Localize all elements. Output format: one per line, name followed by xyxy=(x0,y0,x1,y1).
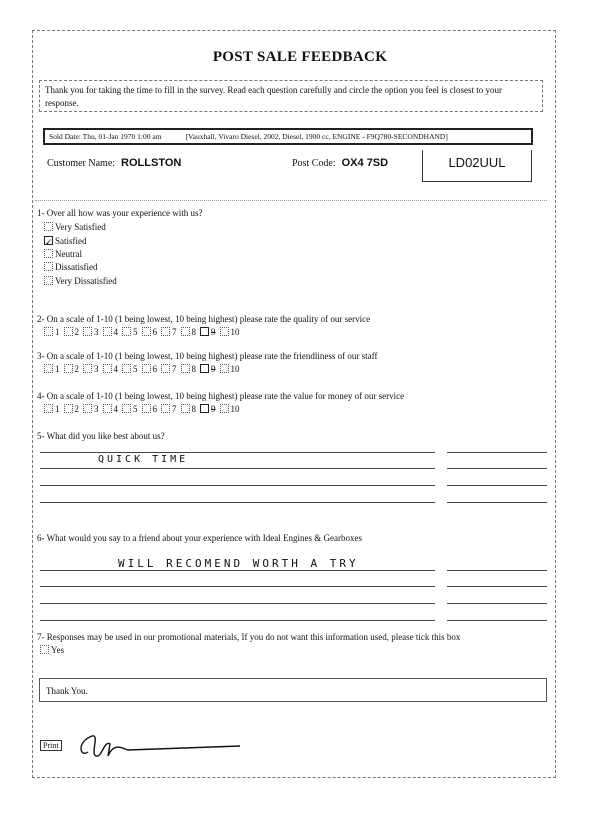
checkbox-icon[interactable] xyxy=(181,364,190,373)
postcode-value: OX4 7SD xyxy=(341,157,389,169)
vehicle-details: [Vauxhall, Vivaro Diesel, 2002, Diesel, 1900 cc, ENGINE - F9Q780-SECONDHAND] xyxy=(185,132,448,141)
answer-line xyxy=(447,452,547,453)
section-divider xyxy=(35,200,547,201)
checkbox-icon[interactable] xyxy=(200,327,209,336)
answer-line xyxy=(40,570,435,571)
answer-line xyxy=(447,603,547,604)
checkbox-icon[interactable] xyxy=(161,364,170,373)
checkbox-icon[interactable] xyxy=(142,404,151,413)
checkbox-icon[interactable] xyxy=(181,327,190,336)
checkbox-icon[interactable] xyxy=(220,327,229,336)
scale-option-1[interactable]: 1 xyxy=(44,404,60,414)
scale-option-2[interactable]: 2 xyxy=(64,404,80,414)
checkbox-icon[interactable] xyxy=(44,327,53,336)
checkbox-icon[interactable] xyxy=(44,262,53,271)
scale-option-5[interactable]: 5 xyxy=(122,327,138,337)
scale-option-10[interactable]: 10 xyxy=(220,327,240,337)
question-7: 7- Responses may be used in our promotional materials, If you do not want this information used, please tick this box xyxy=(37,632,461,642)
scale-option-5[interactable]: 5 xyxy=(122,364,138,374)
scale-option-6[interactable]: 6 xyxy=(142,364,158,374)
customer-name-row xyxy=(47,157,181,169)
sale-details-bar xyxy=(43,128,533,145)
answer-line xyxy=(447,468,547,469)
checkbox-icon[interactable] xyxy=(44,249,53,258)
checkbox-icon[interactable] xyxy=(103,364,112,373)
scale-option-3[interactable]: 3 xyxy=(83,404,99,414)
checkbox-icon[interactable] xyxy=(64,327,73,336)
answer-line xyxy=(40,603,435,604)
checkbox-icon[interactable] xyxy=(103,327,112,336)
checkbox-icon[interactable] xyxy=(122,327,131,336)
q1-option[interactable]: Neutral xyxy=(44,249,82,259)
checkbox-icon[interactable] xyxy=(40,645,49,654)
checkbox-icon[interactable] xyxy=(181,404,190,413)
customer-name-label: Customer Name: xyxy=(47,158,116,169)
thank-you-box: Thank You. xyxy=(39,678,547,702)
scale-option-9[interactable]: 9 xyxy=(200,327,216,337)
q7-tick-option[interactable]: Yes xyxy=(40,645,64,655)
checkbox-icon[interactable] xyxy=(83,404,92,413)
question-2: 2- On a scale of 1-10 (1 being lowest, 10 being highest) please rate the quality of our service xyxy=(37,314,371,324)
checkbox-icon[interactable] xyxy=(200,404,209,413)
answer-line xyxy=(40,485,435,486)
scale-option-4[interactable]: 4 xyxy=(103,364,119,374)
scale-option-7[interactable]: 7 xyxy=(161,404,177,414)
answer-line xyxy=(40,586,435,587)
scale-option-9[interactable]: 9 xyxy=(200,364,216,374)
sold-date: Sold Date: Thu, 01-Jan 1970 1:00 am xyxy=(49,132,162,141)
checkbox-icon[interactable] xyxy=(122,404,131,413)
form-title: POST SALE FEEDBACK xyxy=(212,49,388,65)
scale-option-4[interactable]: 4 xyxy=(103,327,119,337)
postcode-label: Post Code: xyxy=(292,158,336,169)
print-button[interactable]: Print xyxy=(40,740,62,751)
checkbox-icon[interactable] xyxy=(64,404,73,413)
scale-option-2[interactable]: 2 xyxy=(64,327,80,337)
q4-scale[interactable] xyxy=(44,404,244,414)
scale-option-10[interactable]: 10 xyxy=(220,364,240,374)
checkbox-icon[interactable] xyxy=(44,222,53,231)
registration-box: LD02UUL xyxy=(422,150,532,182)
checkbox-icon[interactable] xyxy=(220,364,229,373)
scale-option-8[interactable]: 8 xyxy=(181,364,197,374)
postcode-row xyxy=(292,157,388,169)
checkbox-icon[interactable] xyxy=(83,327,92,336)
checkbox-icon[interactable] xyxy=(103,404,112,413)
checkbox-icon[interactable] xyxy=(44,364,53,373)
scale-option-2[interactable]: 2 xyxy=(64,364,80,374)
answer-line xyxy=(40,452,435,453)
scale-option-4[interactable]: 4 xyxy=(103,404,119,414)
scale-option-1[interactable]: 1 xyxy=(44,327,60,337)
checkbox-icon[interactable] xyxy=(220,404,229,413)
q1-option[interactable]: Very Satisfied xyxy=(44,222,106,232)
answer-line xyxy=(447,502,547,503)
question-1: 1- Over all how was your experience with us? xyxy=(37,208,203,218)
scale-option-7[interactable]: 7 xyxy=(161,364,177,374)
scale-option-7[interactable]: 7 xyxy=(161,327,177,337)
intro-text: Thank you for taking the time to fill in the survey. Read each question carefully and circle the option you feel is closest to your response. xyxy=(39,80,543,112)
question-6: 6- What would you say to a friend about your experience with Ideal Engines & Gearboxes xyxy=(37,533,362,543)
scale-option-8[interactable]: 8 xyxy=(181,404,197,414)
question-5: 5- What did you like best about us? xyxy=(37,431,165,441)
question-4: 4- On a scale of 1-10 (1 being lowest, 10 being highest) please rate the value for money of our service xyxy=(37,391,405,401)
checkbox-icon[interactable] xyxy=(64,364,73,373)
answer-line xyxy=(40,620,435,621)
checkbox-icon[interactable] xyxy=(122,364,131,373)
signature-icon xyxy=(70,722,250,762)
question-3: 3- On a scale of 1-10 (1 being lowest, 10 being highest) please rate the friendliness of our staff xyxy=(37,351,378,361)
checkbox-icon[interactable]: ✓ xyxy=(45,237,53,247)
q6-handwritten-answer: WILL RECOMEND WORTH A TRY xyxy=(118,557,359,570)
answer-line xyxy=(40,468,435,469)
scale-option-9[interactable]: 9 xyxy=(200,404,216,414)
q1-option[interactable]: Dissatisfied xyxy=(44,262,98,272)
scale-option-5[interactable]: 5 xyxy=(122,404,138,414)
checkbox-icon[interactable] xyxy=(142,327,151,336)
answer-line xyxy=(447,586,547,587)
answer-line xyxy=(40,502,435,503)
q3-scale[interactable] xyxy=(44,364,244,374)
customer-name-value: ROLLSTON xyxy=(121,157,182,169)
checkbox-icon[interactable] xyxy=(161,404,170,413)
checkbox-icon[interactable] xyxy=(142,364,151,373)
checkbox-icon[interactable] xyxy=(161,327,170,336)
scale-option-10[interactable]: 10 xyxy=(220,404,240,414)
scale-option-3[interactable]: 3 xyxy=(83,364,99,374)
q1-option[interactable]: Very Dissatisfied xyxy=(44,276,117,286)
scale-option-6[interactable]: 6 xyxy=(142,327,158,337)
answer-line xyxy=(447,485,547,486)
scale-option-3[interactable]: 3 xyxy=(83,327,99,337)
q5-handwritten-answer: QUICK TIME xyxy=(98,454,189,465)
checkbox-icon[interactable] xyxy=(44,404,53,413)
scale-option-1[interactable]: 1 xyxy=(44,364,60,374)
checkbox-icon[interactable] xyxy=(83,364,92,373)
q2-scale[interactable] xyxy=(44,327,244,337)
scale-option-6[interactable]: 6 xyxy=(142,404,158,414)
checkbox-icon[interactable] xyxy=(200,364,209,373)
answer-line xyxy=(447,570,547,571)
checkbox-icon[interactable] xyxy=(44,276,53,285)
q1-option-selected[interactable]: ✓ Satisfied xyxy=(45,236,87,247)
scale-option-8[interactable]: 8 xyxy=(181,327,197,337)
answer-line xyxy=(447,620,547,621)
